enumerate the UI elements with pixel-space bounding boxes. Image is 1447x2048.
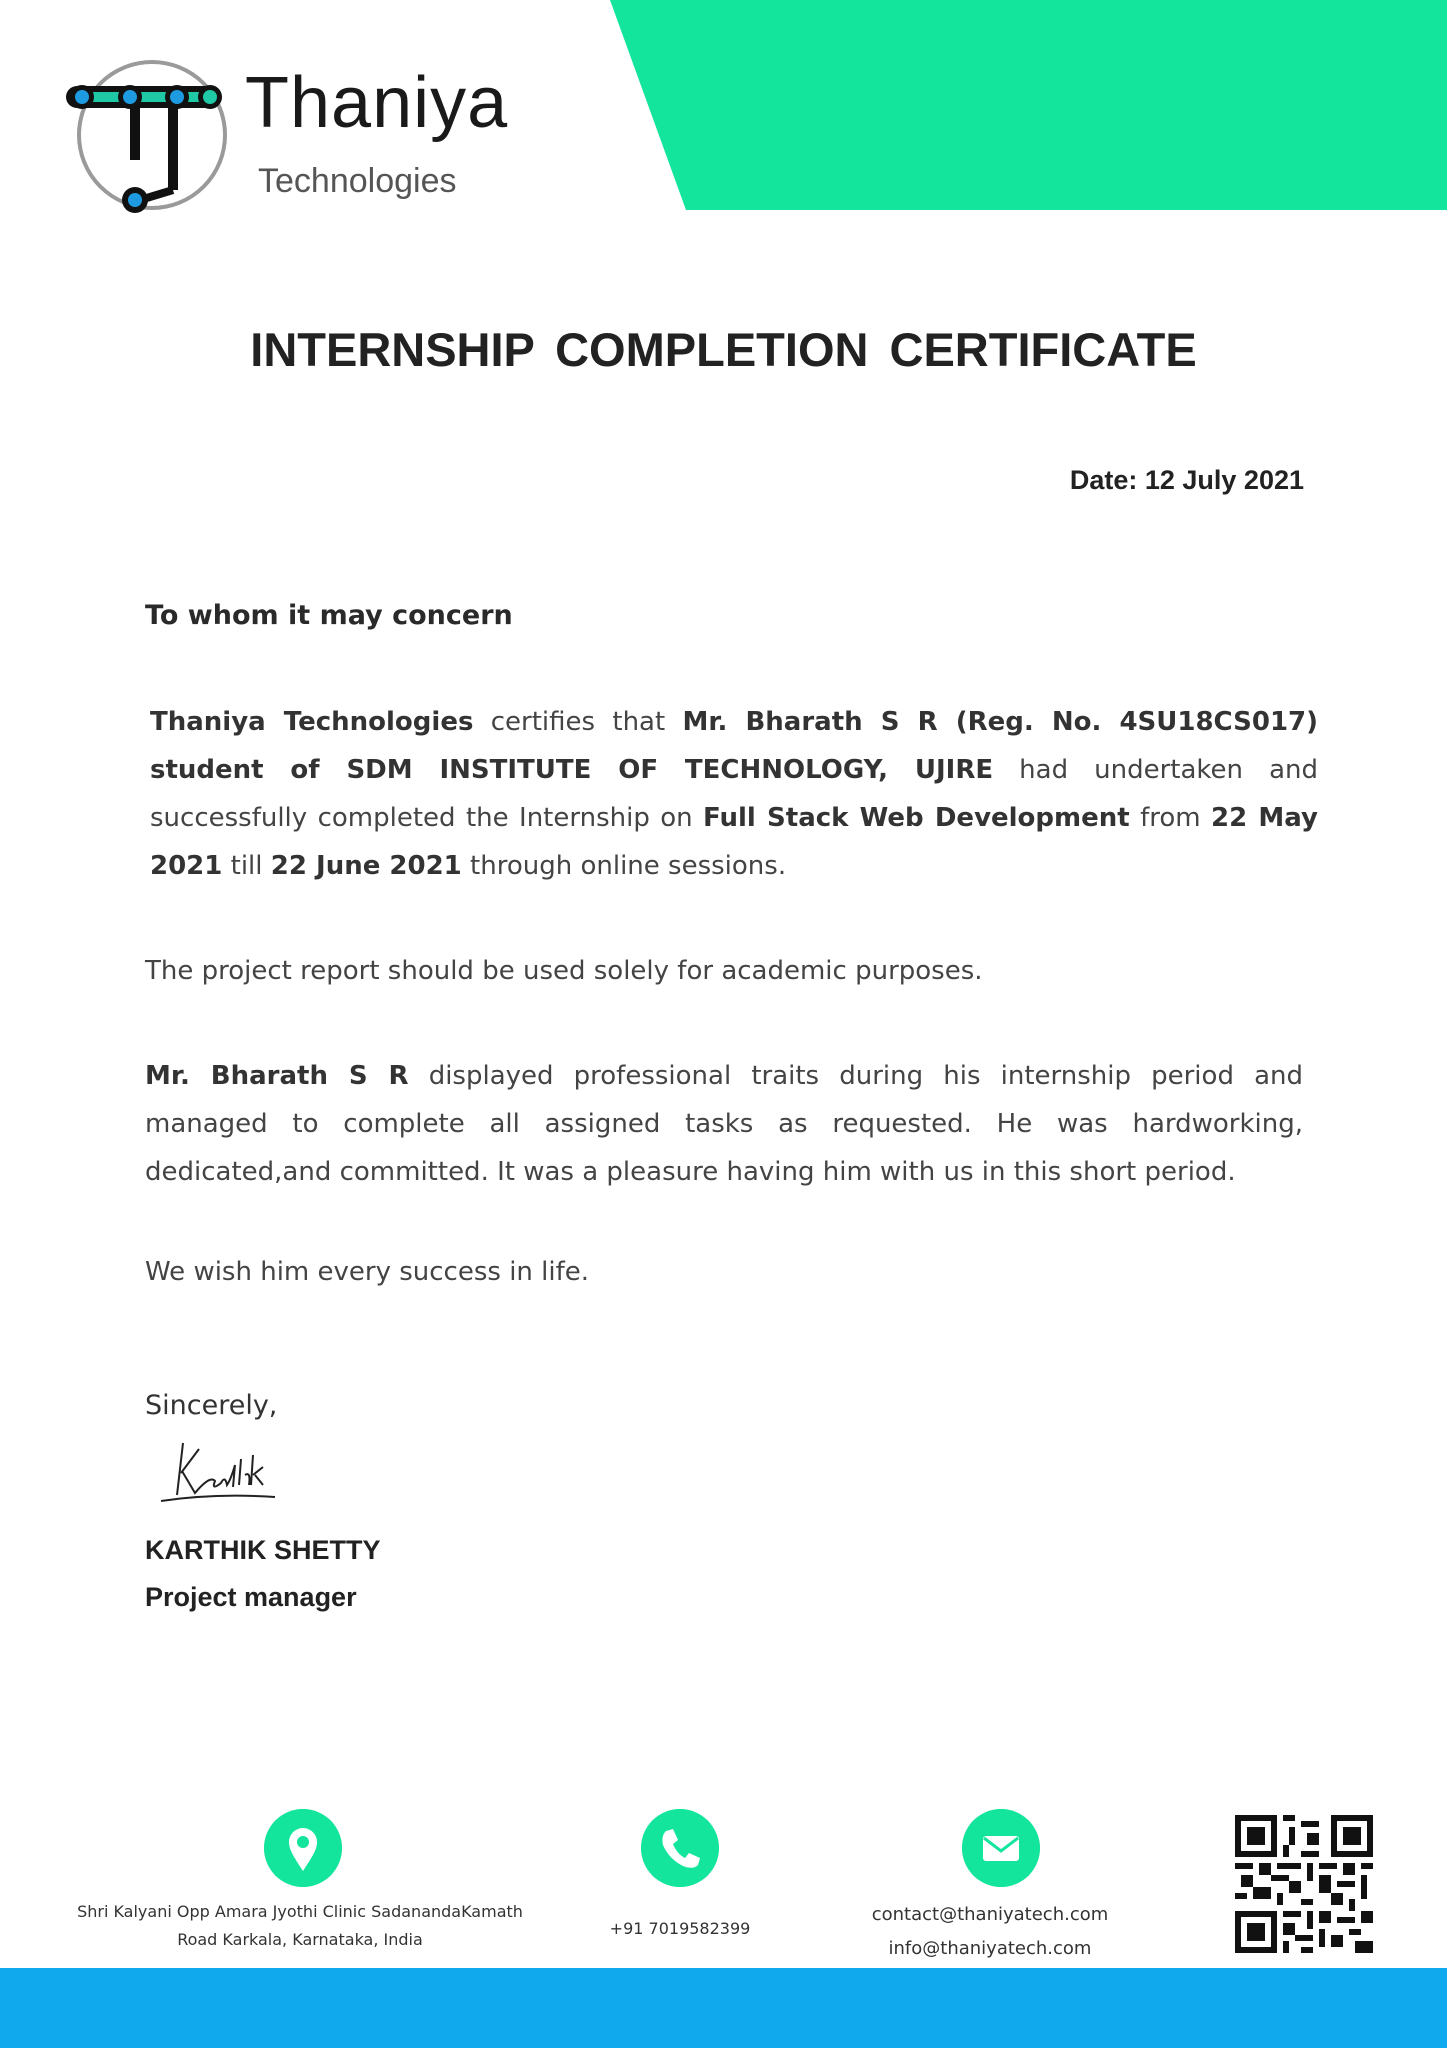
footer-emails: [840, 1898, 1140, 1966]
usage-paragraph: The project report should be used solely for academic purposes.: [145, 956, 983, 986]
signatory-role: Project manager: [145, 1582, 357, 1612]
certification-paragraph: [150, 698, 1318, 890]
map-pin-icon: [264, 1809, 342, 1887]
address-line-1: Shri Kalyani Opp Amara Jyothi Clinic SadanandaKamath: [77, 1902, 523, 1921]
footer-blue-band: [0, 1968, 1447, 2048]
company-name: Thaniya Technologies: [150, 707, 474, 737]
handwritten-signature: [155, 1435, 295, 1510]
address-line-2: Road Karkala, Karnataka, India: [177, 1930, 423, 1949]
mail-icon: [962, 1809, 1040, 1887]
brand-name: Thaniya: [245, 63, 509, 143]
text: till: [222, 851, 271, 881]
course-name: Full Stack Web Development: [703, 803, 1130, 833]
student-details: Mr. Bharath S R (Reg. No. 4SU18CS017) student of SDM INSTITUTE OF TECHNOLOGY, UJIRE: [150, 707, 1319, 785]
text: certifies that: [473, 707, 683, 737]
qr-code: [1235, 1815, 1373, 1953]
thaniya-t-logo-icon: [55, 50, 235, 230]
certificate-title: INTERNSHIP COMPLETION CERTIFICATE: [250, 323, 1197, 376]
closing: Sincerely,: [145, 1390, 278, 1421]
text: from: [1129, 803, 1212, 833]
text: displayed professional traits during his internship period and managed to complete all assigned tasks as requested. He was hardworking, dedicated,and committed. It was a pleasure having him with us in this short period.: [145, 1061, 1303, 1187]
email-info[interactable]: info@thaniyatech.com: [888, 1938, 1092, 1959]
student-name: Mr. Bharath S R: [145, 1061, 409, 1091]
wishes-paragraph: We wish him every success in life.: [145, 1257, 590, 1287]
footer-address: [55, 1898, 545, 1954]
signatory-name: KARTHIK SHETTY: [145, 1535, 381, 1565]
traits-paragraph: [145, 1052, 1303, 1196]
footer-phone: +91 7019582399: [609, 1919, 751, 1938]
end-date: 22 June 2021: [270, 851, 462, 881]
salutation: To whom it may concern: [145, 600, 513, 631]
email-contact[interactable]: contact@thaniyatech.com: [871, 1904, 1109, 1925]
text: through online sessions.: [461, 851, 787, 881]
text: had undertaken and successfully completed the Internship on: [150, 755, 1318, 833]
certificate-date: Date: 12 July 2021: [1069, 465, 1304, 495]
phone-icon: [641, 1809, 719, 1887]
start-date: 22 May 2021: [150, 803, 1318, 881]
brand-subtitle: Technologies: [258, 162, 457, 200]
